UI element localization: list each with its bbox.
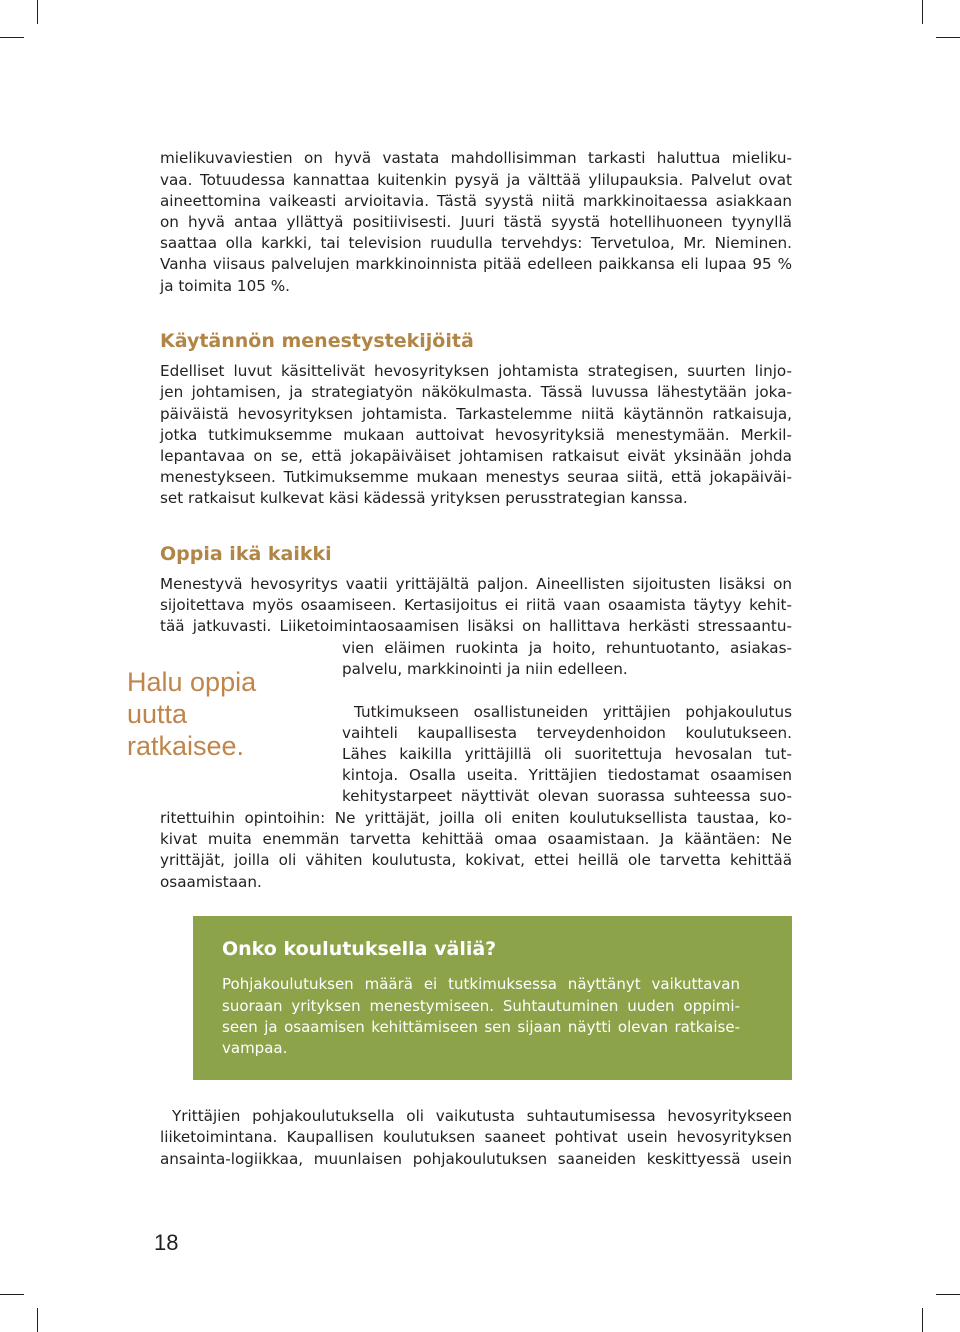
text-line: palvelu, markkinointi ja niin edelleen. bbox=[342, 660, 628, 678]
text-line: yrittäjät, joilla oli vähiten koulutusta, kokivat, ettei heillä ole tarvetta kehittää bbox=[160, 851, 792, 869]
info-box-line: vampaa. bbox=[222, 1039, 288, 1057]
info-box-line: suoraan yrityksen menestymiseen. Suhtautuminen uuden oppimi- bbox=[222, 997, 740, 1015]
text-line: Yrittäjien pohjakoulutuksella oli vaikutusta suhtautumisessa hevosyritykseen bbox=[172, 1107, 792, 1125]
pull-quote bbox=[127, 666, 327, 762]
pull-quote-line: uutta bbox=[127, 699, 188, 729]
text-line: Vanha viisaus palvelujen markkinoinnista pitää edelleen paikkansa eli lupaa 95 % bbox=[160, 255, 792, 273]
text-line: on hyvä antaa yllättyä positiivisesti. Juuri tästä syystä hotellihuoneen tyynyllä bbox=[160, 213, 792, 231]
text-line: vaihteli kaupallisesta terveydenhoidon koulutukseen. bbox=[342, 724, 792, 742]
text-line: ritettuihin opintoihin: Ne yrittäjät, joilla oli eniten koulutuksellista taustaa, ko- bbox=[160, 809, 792, 827]
text-line: päiväistä hevosyrityksen johtamista. Tarkastelemme niitä käytännön ratkaisuja, bbox=[160, 405, 792, 423]
text-line: osaamistaan. bbox=[160, 873, 262, 891]
pull-quote-line: Halu oppia bbox=[127, 667, 257, 697]
info-box-line: Pohjakoulutuksen määrä ei tutkimuksessa näyttänyt vaikuttavan bbox=[222, 975, 740, 993]
text-line: tää jatkuvasti. Liiketoimintaosaamisen lisäksi on hallittava herkästi stressaantu- bbox=[160, 617, 792, 635]
info-box-line: seen ja osaamisen kehittämiseen sen sijaan näytti olevan ratkaise- bbox=[222, 1018, 740, 1036]
text-line: Edelliset luvut käsittelivät hevosyrityksen johtamista strategisen, suurten linjo- bbox=[160, 362, 792, 380]
crop-mark bbox=[37, 0, 38, 24]
info-box-title: Onko koulutuksella väliä? bbox=[222, 938, 497, 960]
text-line: mielikuvaviestien on hyvä vastata mahdollisimman tarkasti haluttua mieliku- bbox=[160, 149, 792, 167]
text-line: kivat muita enemmän tarvetta kehittää omaa osaamistaan. Ja kääntäen: Ne bbox=[160, 830, 792, 848]
text-line: kehitystarpeet näyttivät olevan suorassa suhteessa suo- bbox=[342, 787, 792, 805]
text-line: lepantavaa on se, että jokapäiväiset johtamisen ratkaisut eivät yksinään johda bbox=[160, 447, 792, 465]
crop-mark bbox=[936, 1294, 960, 1295]
text-line: jotka tutkimuksemme mukaan auttoivat hevosyrityksiä menestymään. Merkil- bbox=[160, 426, 792, 444]
text-line: kintoja. Osalla useita. Yrittäjien tiedostamat osaamisen bbox=[342, 766, 792, 784]
crop-mark bbox=[0, 1294, 24, 1295]
crop-mark bbox=[936, 37, 960, 38]
text-line: liiketoimintana. Kaupallisen koulutuksen saaneet pohtivat usein hevosyrityksen bbox=[160, 1128, 792, 1146]
text-line: ansainta-logiikkaa, muunlaisen pohjakoulutuksen saaneiden keskittyessä usein bbox=[160, 1150, 792, 1168]
text-line: Lähes kaikilla yrittäjillä oli suoritettuja hevosalan tut- bbox=[342, 745, 792, 763]
text-line: sijoitettava myös osaamiseen. Kertasijoitus ei riitä vaan osaamista täytyy kehit- bbox=[160, 596, 792, 614]
pull-quote-line: ratkaisee. bbox=[127, 731, 245, 761]
text-line: saattaa olla karkki, tai television ruudulla tervehdys: Tervetuloa, Mr. Nieminen. bbox=[160, 234, 792, 252]
text-line: jen johtamisen, ja strategiatyön näkökulmasta. Tässä luvussa lähestytään joka- bbox=[160, 383, 792, 401]
text-line: Tutkimukseen osallistuneiden yrittäjien pohjakoulutus bbox=[354, 703, 792, 721]
text-line: menestykseen. Tutkimuksemme mukaan menestys seuraa siitä, että jokapäiväi- bbox=[160, 468, 792, 486]
section-heading: Oppia ikä kaikki bbox=[160, 543, 332, 565]
crop-mark bbox=[0, 37, 24, 38]
info-box bbox=[193, 916, 792, 1080]
page-number: 18 bbox=[154, 1230, 179, 1255]
text-line: set ratkaisut kulkevat käsi kädessä yrityksen perusstrategian kanssa. bbox=[160, 489, 688, 507]
crop-mark bbox=[922, 1308, 923, 1332]
text-line: aineettomina vaikeasti arvioitavia. Tästä syystä niitä markkinoitaessa asiakkaan bbox=[160, 192, 792, 210]
text-line: vien eläimen ruokinta ja hoito, rehuntuotanto, asiakas- bbox=[342, 639, 792, 657]
crop-mark bbox=[37, 1308, 38, 1332]
text-line: ja toimita 105 %. bbox=[160, 277, 290, 295]
section-heading: Käytännön menestystekijöitä bbox=[160, 330, 474, 352]
text-line: vaa. Totuudessa kannattaa kuitenkin pysyä ja välttää ylilupauksia. Palvelut ovat bbox=[160, 171, 792, 189]
crop-mark bbox=[922, 0, 923, 24]
text-line: Menestyvä hevosyritys vaatii yrittäjältä paljon. Aineellisten sijoitusten lisäksi on bbox=[160, 575, 792, 593]
